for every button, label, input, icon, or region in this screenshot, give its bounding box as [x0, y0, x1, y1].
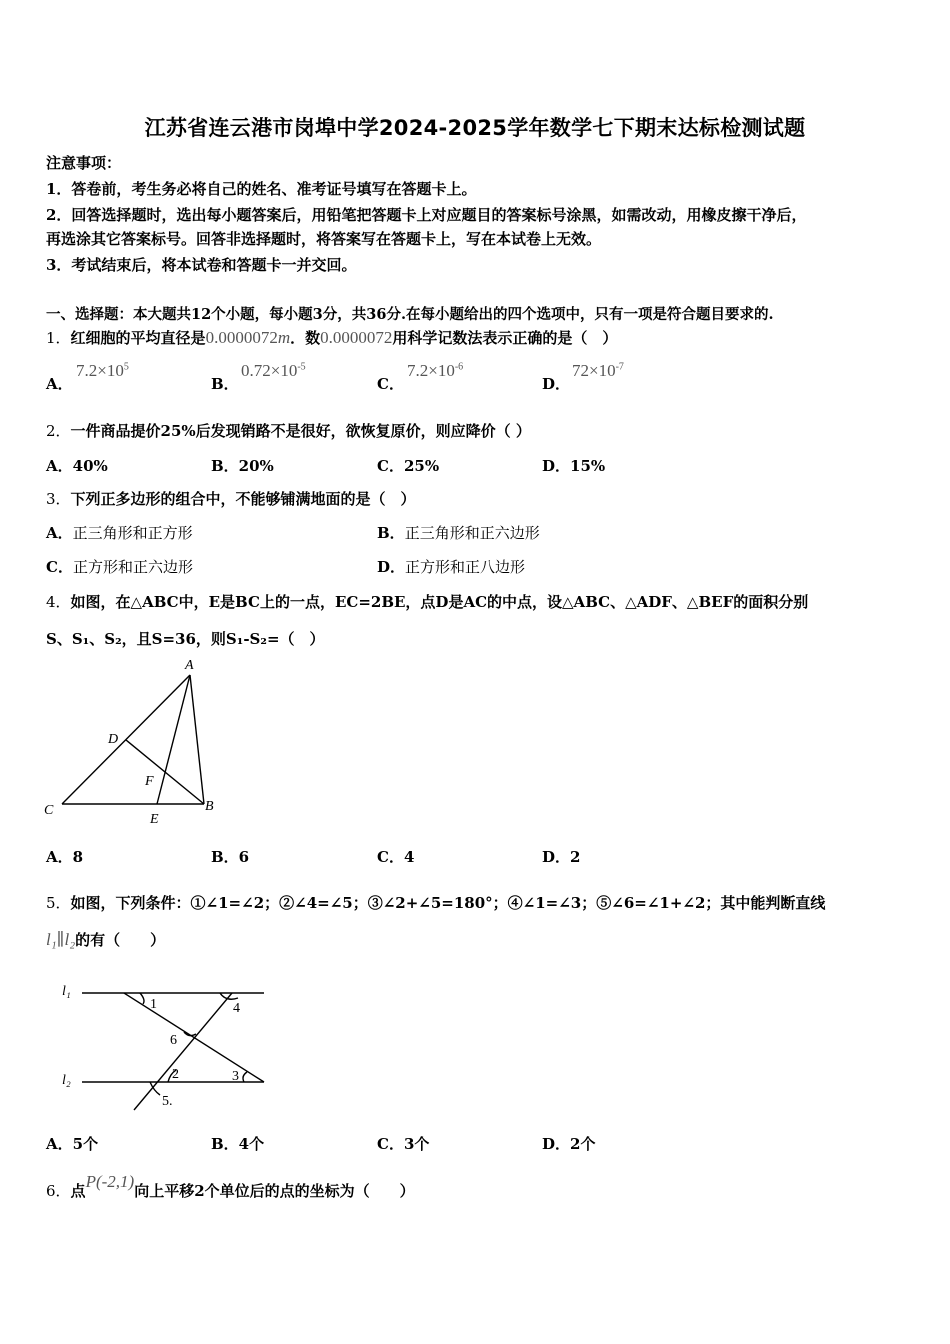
option: A．正三角形和正方形: [46, 524, 193, 542]
angle-5: 5.: [162, 1094, 173, 1109]
question-number: 1．: [46, 329, 71, 347]
question-number: 6．: [46, 1182, 71, 1200]
question-text: 点: [70, 1182, 86, 1200]
question-number: 3．: [46, 490, 71, 508]
label-l1: l₁: [62, 984, 71, 999]
label-D: D: [108, 732, 119, 747]
label-E: E: [150, 812, 159, 827]
option: C．3个: [377, 1135, 430, 1153]
math-value: 0.0000072: [320, 328, 393, 347]
question-text: 向上平移2个单位后的点的坐标为（ ）: [134, 1182, 415, 1200]
question-1: [46, 327, 617, 348]
label-F: F: [145, 774, 154, 789]
label-C: C: [44, 803, 54, 818]
label-B: B: [205, 799, 214, 814]
option: B．6: [211, 848, 250, 866]
question-text: 用科学记数法表示正确的是（ ）: [392, 329, 618, 347]
option-letter: D．: [542, 375, 571, 393]
math-value: 0.0000072: [205, 328, 278, 347]
option: B．正三角形和正六边形: [377, 524, 540, 542]
notice-item: 1．答卷前，考生务必将自己的姓名、准考证号填写在答题卡上。: [46, 180, 477, 198]
option-letter: B．: [211, 375, 239, 393]
option: A．8: [46, 848, 84, 866]
page-title: 江苏省连云港市岗埠中学2024-2025学年数学七下期末达标检测试题: [144, 116, 806, 140]
question-text: S、S₁、S₂，且S=36，则S₁-S₂=（ ）: [46, 630, 325, 648]
option: D．2: [542, 848, 581, 866]
option: D．正方形和正八边形: [377, 558, 526, 576]
triangle-figure: [40, 652, 230, 832]
option: B．20%: [211, 457, 274, 475]
option: C．25%: [377, 457, 440, 475]
question-text: 如图，在△ABC中，E是BC上的一点，EC=2BE，点D是AC的中点，设△ABC、△ADF、△BEF的面积分别: [70, 593, 809, 611]
angle-2: 2: [172, 1067, 179, 1082]
option-math: $72\times 10^{-7}$: [572, 361, 624, 380]
option: C．4: [377, 848, 415, 866]
notice-item: 2．回答选择题时，选出每小题答案后，用铅笔把答题卡上对应题目的答案标号涂黑，如需改动，用橡皮擦干净后，: [46, 206, 807, 224]
math-unit: m: [277, 328, 291, 347]
option-letter: C．: [377, 375, 404, 393]
question-3: [46, 488, 416, 509]
question-2: [46, 420, 531, 441]
angle-1: 1: [150, 997, 157, 1012]
notice-item: 再选涂其它答案标号。回答非选择题时，将答案写在答题卡上，写在本试卷上无效。: [46, 230, 602, 248]
question-5-line2: [46, 929, 165, 950]
math-expression: l₁∥l₂: [46, 930, 76, 949]
option: A．5个: [46, 1135, 99, 1153]
question-number: 4．: [46, 593, 71, 611]
section-heading: 一、选择题：本大题共12个小题，每小题3分，共36分.在每小题给出的四个选项中，只有一项是符合题目要求的.: [46, 306, 774, 323]
question-text: 红细胞的平均直径是: [70, 329, 206, 347]
option-letter: A．: [46, 375, 73, 393]
option: B．4个: [211, 1135, 265, 1153]
option-math: $7.2\times 10^{-6}$: [407, 361, 464, 380]
question-text: ．数: [290, 329, 321, 347]
notice-item: 3．考试结束后，将本试卷和答题卡一并交回。: [46, 256, 357, 274]
question-number: 2．: [46, 422, 71, 440]
notice-heading: 注意事项：: [46, 154, 122, 172]
question-text: 如图，下列条件：①∠1=∠2；②∠4=∠5；③∠2+∠5=180°；④∠1=∠3；⑤∠6=∠1+∠2；其中能判断直线: [70, 894, 826, 912]
question-number: 5．: [46, 894, 71, 912]
option: D．15%: [542, 457, 606, 475]
option: C．正方形和正六边形: [46, 558, 193, 576]
question-text: 一件商品提价25%后发现销路不是很好，欲恢复原价，则应降价（ ）: [70, 422, 531, 440]
option-math: $7.2\times 10^5$: [76, 361, 129, 380]
question-4: [46, 591, 808, 612]
angle-6: 6: [170, 1033, 177, 1048]
question-text: 下列正多边形的组合中，不能够铺满地面的是（ ）: [70, 490, 416, 508]
parallel-lines-figure: [40, 972, 280, 1117]
angle-3: 3: [232, 1069, 239, 1084]
question-text: 的有（ ）: [75, 931, 166, 949]
option: D．2个: [542, 1135, 596, 1153]
label-A: A: [185, 658, 194, 673]
angle-4: 4: [233, 1001, 240, 1016]
question-5: [46, 892, 825, 913]
math-expression: P(-2,1): [85, 1172, 135, 1191]
label-l2: l₂: [62, 1073, 71, 1088]
option: A．40%: [46, 457, 108, 475]
option-math: $0.72\times 10^{-5}$: [241, 361, 306, 380]
question-6: [46, 1172, 415, 1201]
